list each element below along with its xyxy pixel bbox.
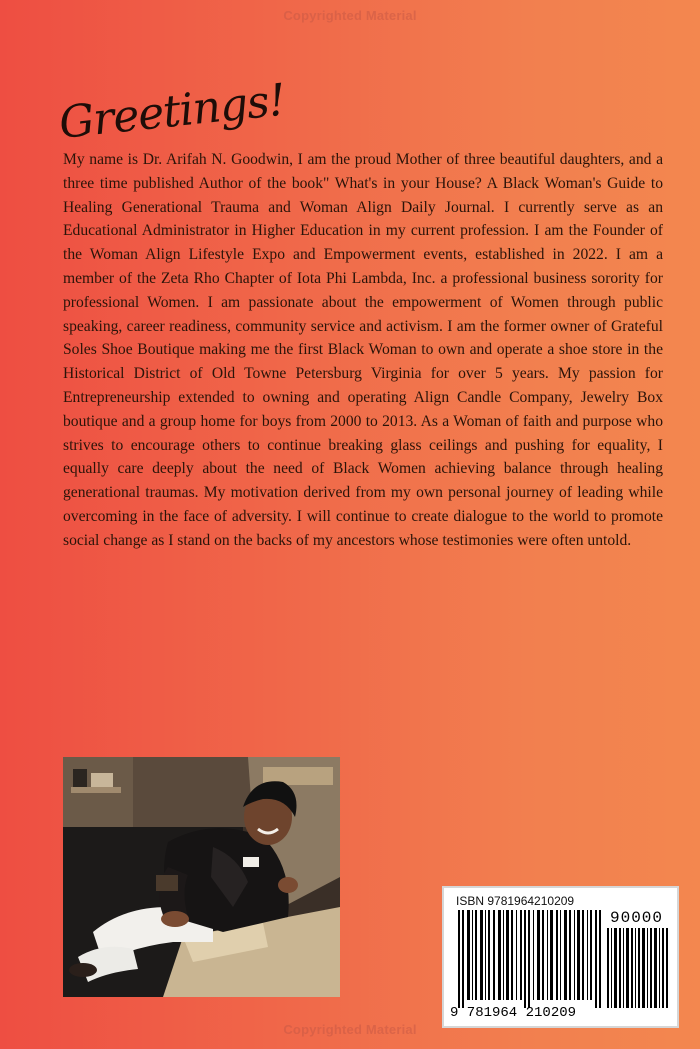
isbn-label: ISBN 9781964210209: [456, 894, 575, 908]
barcode-bars: [458, 910, 603, 1008]
copyright-watermark-top: Copyrighted Material: [283, 8, 417, 23]
author-photo: [63, 757, 340, 997]
author-bio: My name is Dr. Arifah N. Goodwin, I am the proud Mother of three beautiful daughters, and a three time published Author of the book" What's in your House? A Black Woman's Guide to Healing Generational Trauma and Woman Align Daily Journal. I currently serve as an Educational Administrator in Higher Education in my current profession. I am the Founder of the Woman Align Lifestyle Expo and Empowerment events, established in 2022. I am a member of the Zeta Rho Chapter of Iota Phi Lambda, Inc. a professional business sorority for professional Women. I am passionate about the empowerment of Women through public speaking, career readiness, community service and activism. I am the former owner of Grateful Soles Shoe Boutique making me the first Black Woman to own and operate a shoe store in the Historical District of Old Towne Petersburg Virginia for over 5 years. My passion for Entrepreneurship extended to owning and operating Align Candle Company, Jewelry Box boutique and a group home for boys from 2000 to 2013. As a Woman of faith and purpose who strives to encourage others to continue breaking glass ceilings and pushing for equality, I equally care deeply about the need of Black Women achieving balance through healing generational traumas. My motivation derived from my own personal journey of leading while overcoming in the face of adversity. I will continue to create dialogue to the world to promote social change as I stand on the backs of my ancestors whose testimonies were often untold.: [63, 151, 663, 549]
price-code: 90000: [610, 909, 664, 927]
isbn-barcode-box: [442, 886, 679, 1028]
barcode-digits: 9 781964 210209: [450, 1005, 577, 1021]
addon-barcode-bars: [607, 928, 669, 1008]
greeting-heading: Greetings!: [56, 74, 288, 149]
copyright-watermark-bottom: Copyrighted Material: [283, 1022, 417, 1037]
